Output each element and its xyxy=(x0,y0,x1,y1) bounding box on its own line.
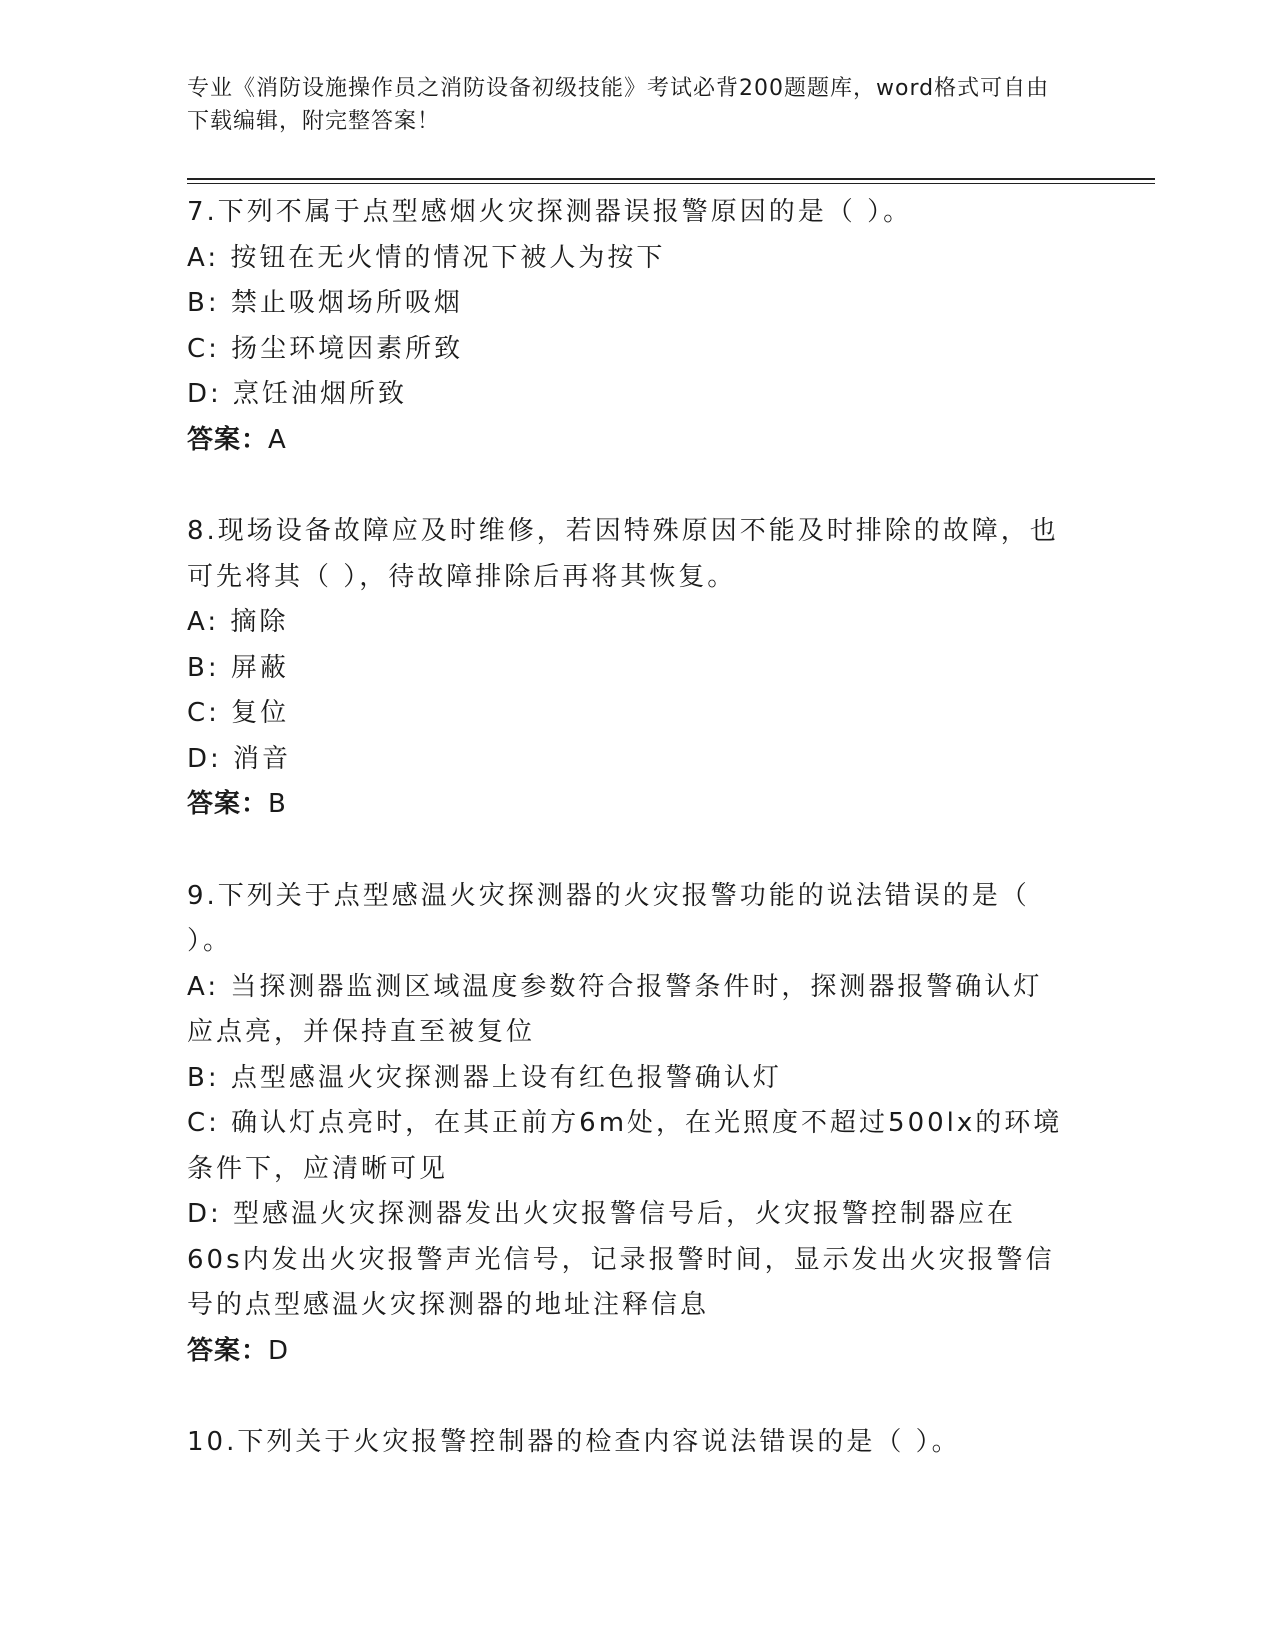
option-a: A: 按钮在无火情的情况下被人为按下 xyxy=(187,242,666,273)
option-a: A: 当探测器监测区域温度参数符合报警条件时，探测器报警确认灯应点亮，并保持直至被复位 xyxy=(187,971,1043,1047)
question-8 xyxy=(187,509,1067,828)
option-b: B: 屏蔽 xyxy=(187,652,289,683)
spacer xyxy=(187,828,1067,874)
question-stem: 10.下列关于火灾报警控制器的检查内容说法错误的是（ ）。 xyxy=(187,1427,961,1457)
answer-label: 答案： xyxy=(187,789,269,819)
header-text: 专业《消防设施操作员之消防设备初级技能》考试必背200题题库，word格式可自由下载编辑，附完整答案！ xyxy=(187,76,1050,134)
spacer xyxy=(187,1374,1067,1420)
answer-value: D xyxy=(268,1335,290,1366)
answer-line xyxy=(187,418,1067,464)
question-stem: 8.现场设备故障应及时维修，若因特殊原因不能及时排除的故障，也可先将其（ ），待故障排除后再将其恢复。 xyxy=(187,516,1059,592)
question-list xyxy=(187,190,1067,1466)
question-9 xyxy=(187,874,1067,1375)
spacer xyxy=(187,463,1067,509)
option-d: D: 烹饪油烟所致 xyxy=(187,379,408,409)
header-rule-thin xyxy=(187,183,1155,184)
answer-label: 答案： xyxy=(187,1335,269,1366)
answer-value: A xyxy=(268,424,287,455)
option-c: C: 复位 xyxy=(187,698,290,728)
header-rule-thick xyxy=(187,178,1155,180)
answer-line xyxy=(187,782,1067,828)
question-stem: 9.下列关于点型感温火灾探测器的火灾报警功能的说法错误的是（ ）。 xyxy=(187,880,1030,956)
question-stem: 7.下列不属于点型感烟火灾探测器误报警原因的是（ ）。 xyxy=(187,197,913,227)
answer-label: 答案： xyxy=(187,424,269,455)
option-c: C: 确认灯点亮时，在其正前方6m处，在光照度不超过500lx的环境条件下，应清晰可见 xyxy=(187,1108,1063,1184)
option-c: C: 扬尘环境因素所致 xyxy=(187,333,464,364)
option-b: B: 点型感温火灾探测器上设有红色报警确认灯 xyxy=(187,1062,782,1093)
answer-value: B xyxy=(268,789,287,819)
document-header xyxy=(187,72,1067,138)
option-b: B: 禁止吸烟场所吸烟 xyxy=(187,288,463,318)
option-d: D: 消音 xyxy=(187,743,292,774)
answer-line xyxy=(187,1329,1067,1375)
question-7 xyxy=(187,190,1067,463)
question-10 xyxy=(187,1420,1067,1466)
option-a: A: 摘除 xyxy=(187,607,289,637)
option-d: D: 型感温火灾探测器发出火灾报警信号后，火灾报警控制器应在60s内发出火灾报警声光信号，记录报警时间，显示发出火灾报警信号的点型感温火灾探测器的地址注释信息 xyxy=(187,1199,1055,1320)
